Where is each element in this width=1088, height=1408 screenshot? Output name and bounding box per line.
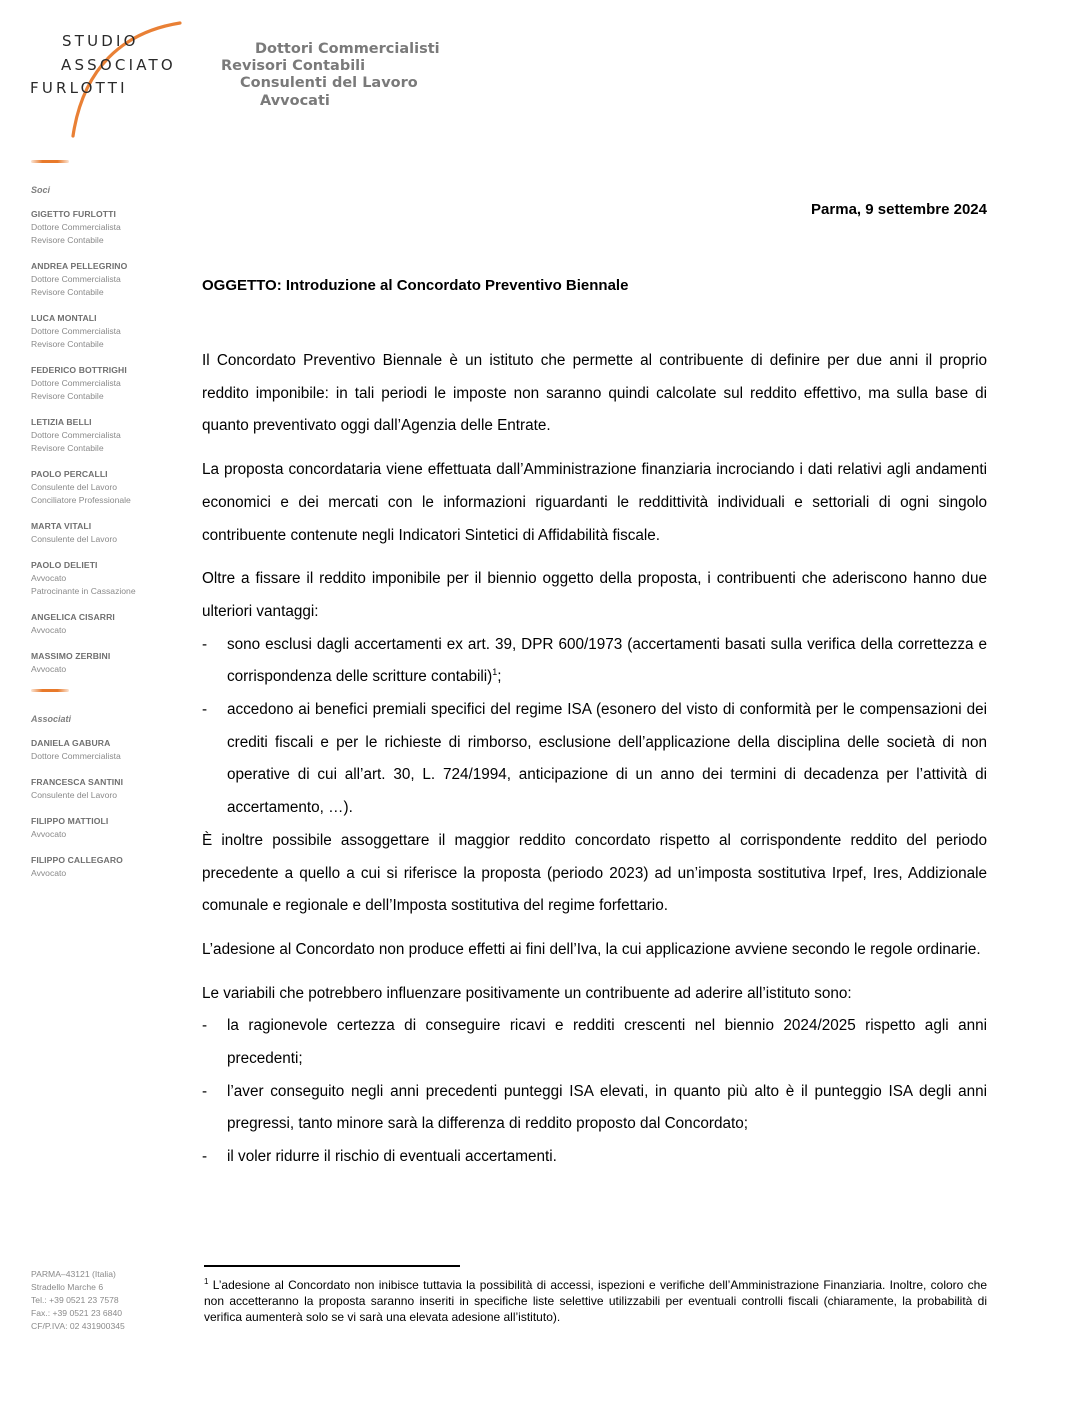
member-role: Dottore Commercialista	[31, 326, 121, 336]
member-name: FEDERICO BOTTRIGHI	[31, 365, 127, 375]
member-entry	[31, 520, 181, 546]
list-item	[202, 1141, 987, 1174]
variables-list	[202, 1010, 987, 1174]
member-entry	[31, 815, 181, 841]
list-item	[202, 1076, 987, 1141]
advantages-list	[202, 629, 987, 825]
member-name: MARTA VITALI	[31, 521, 92, 531]
member-role: Dottore Commercialista	[31, 378, 121, 388]
member-role: Revisore Contabile	[31, 339, 104, 349]
member-entry	[31, 364, 181, 403]
member-entry	[31, 416, 181, 455]
logo-text-studio: STUDIO	[62, 32, 139, 50]
member-entry	[31, 737, 181, 763]
list-item	[202, 694, 987, 825]
list-item-text: l’aver conseguito negli anni precedenti punteggi ISA elevati, in quanto più alto è il punteggio ISA degli anni pregressi, tanto minore sarà la differenza di reddito proposto dal Concordato;	[227, 1082, 987, 1133]
footnote-number: 1	[204, 1277, 209, 1286]
paragraph: Oltre a fissare il reddito imponibile per il biennio oggetto della proposta, i contribuenti che aderiscono hanno due ulteriori vantaggi:	[202, 570, 987, 620]
member-role: Dottore Commercialista	[31, 222, 121, 232]
office-address	[31, 1268, 125, 1333]
letter-subject: OGGETTO: Introduzione al Concordato Preventivo Biennale	[202, 277, 629, 294]
member-name: MASSIMO ZERBINI	[31, 651, 111, 661]
member-role: Consulente del Lavoro	[31, 534, 117, 544]
associati-title: Associati	[31, 714, 72, 724]
paragraph: L’adesione al Concordato non produce effetti ai fini dell’Iva, la cui applicazione avviene secondo le regole ordinarie.	[202, 940, 981, 958]
footnote-ref[interactable]: 1	[492, 667, 498, 678]
member-role: Revisore Contabile	[31, 443, 104, 453]
soci-title: Soci	[31, 185, 51, 195]
list-item-text: la ragionevole certezza di conseguire ricavi e redditi crescenti nel biennio 2024/2025 rispetto agli anni precedenti;	[227, 1017, 987, 1068]
member-name: PAOLO DELIETI	[31, 560, 98, 570]
profession-label: Dottori Commercialisti	[255, 41, 440, 57]
member-role: Dottore Commercialista	[31, 751, 121, 761]
member-entry	[31, 776, 181, 802]
address-line: Stradello Marche 6	[31, 1282, 104, 1292]
member-role: Avvocato	[31, 625, 67, 635]
member-role: Dottore Commercialista	[31, 274, 121, 284]
member-role: Consulente del Lavoro	[31, 482, 117, 492]
member-role: Patrocinante in Cassazione	[31, 586, 136, 596]
member-name: DANIELA GABURA	[31, 738, 111, 748]
dash-bullet: -	[202, 1017, 208, 1035]
member-name: PAOLO PERCALLI	[31, 469, 108, 479]
footnote-text: L’adesione al Concordato non inibisce tuttavia la possibilità di accessi, ispezioni e verifiche dell’Amministrazione Finanziaria. Inoltre, coloro che non accetteranno la proposta saranno inseriti in specifiche liste selettive utilizzabili per eventuali controlli fiscali (chiaramente, la probabilità di verifica aumenterà solo se vi sarà una elevata adesione all’istituto).	[204, 1278, 987, 1324]
orange-divider	[31, 160, 69, 163]
orange-divider	[31, 689, 69, 692]
paragraph: È inoltre possibile assoggettare il maggior reddito concordato rispetto al corrispondente reddito del periodo precedente a quello a cui si riferisce la proposta (periodo 2023) ad un’imposta sostitutiva Irpef, Ires, Addizionale comunale e regionale e dell’Imposta sostitutiva del regime forfettario.	[202, 831, 987, 915]
fax-line: Fax.: +39 0521 23 6840	[31, 1308, 123, 1318]
member-role: Avvocato	[31, 829, 67, 839]
member-role: Avvocato	[31, 868, 67, 878]
member-entry	[31, 611, 181, 637]
dash-bullet: -	[202, 635, 208, 653]
member-name: LETIZIA BELLI	[31, 417, 92, 427]
letter-body	[202, 345, 987, 1174]
member-entry	[31, 468, 181, 507]
dash-bullet: -	[202, 701, 208, 719]
member-entry	[31, 208, 181, 247]
paragraph: Le variabili che potrebbero influenzare positivamente un contribuente ad aderire all’istituto sono:	[202, 984, 852, 1002]
member-name: FILIPPO MATTIOLI	[31, 816, 109, 826]
list-item-text: il voler ridurre il rischio di eventuali accertamenti.	[227, 1148, 557, 1166]
member-name: LUCA MONTALI	[31, 313, 97, 323]
paragraph: Il Concordato Preventivo Biennale è un istituto che permette al contribuente di definire per due anni il proprio reddito imponibile: in tali periodi le imposte non saranno quindi calcolate sul reddito effettivo, ma sulla base di quanto preventivato oggi dall’Agenzia delle Entrate.	[202, 352, 987, 435]
profession-label: Avvocati	[260, 93, 330, 109]
list-item	[202, 629, 987, 694]
member-role: Revisore Contabile	[31, 391, 104, 401]
letter-date: Parma, 9 settembre 2024	[811, 201, 987, 218]
logo-text-furlotti: FURLOTTI	[30, 79, 128, 97]
logo-text-associato: ASSOCIATO	[61, 56, 176, 74]
member-name: FILIPPO CALLEGARO	[31, 855, 123, 865]
member-entry	[31, 650, 181, 676]
address-line: PARMA–43121 (Italia)	[31, 1269, 116, 1279]
member-name: GIGETTO FURLOTTI	[31, 209, 116, 219]
list-item-tail: ;	[497, 668, 502, 686]
company-logo	[28, 18, 188, 138]
vat-line: CF/P.IVA: 02 431900345	[31, 1321, 125, 1331]
footnote	[204, 1277, 987, 1325]
dash-bullet: -	[202, 1082, 208, 1100]
member-role: Avvocato	[31, 573, 67, 583]
sidebar-members	[31, 160, 181, 893]
profession-label: Revisori Contabili	[221, 58, 366, 74]
member-role: Avvocato	[31, 664, 67, 674]
member-role: Conciliatore Professionale	[31, 495, 131, 505]
soci-list	[31, 208, 181, 676]
paragraph: La proposta concordataria viene effettuata dall’Amministrazione finanziaria incrociando i dati relativi agli andamenti economici e dei mercati con le informazioni riguardanti le reddittività individuali e settoriali di ogni singolo contribuente contenute negli Indicatori Sintetici di Affidabilità fiscale.	[202, 461, 987, 544]
list-item-text: sono esclusi dagli accertamenti ex art. 39, DPR 600/1973 (accertamenti basati sulla verifica della correttezza e corrispondenza delle scritture contabili)	[227, 635, 987, 686]
member-role: Dottore Commercialista	[31, 430, 121, 440]
member-entry	[31, 559, 181, 598]
member-entry	[31, 260, 181, 299]
associati-list	[31, 737, 181, 880]
phone-line: Tel.: +39 0521 23 7578	[31, 1295, 119, 1305]
member-role: Revisore Contabile	[31, 287, 104, 297]
profession-label: Consulenti del Lavoro	[240, 75, 418, 91]
dash-bullet: -	[202, 1148, 208, 1166]
member-role: Consulente del Lavoro	[31, 790, 117, 800]
member-name: FRANCESCA SANTINI	[31, 777, 124, 787]
list-item	[202, 1010, 987, 1075]
member-name: ANDREA PELLEGRINO	[31, 261, 128, 271]
member-role: Revisore Contabile	[31, 235, 104, 245]
member-entry	[31, 312, 181, 351]
list-item-text: accedono ai benefici premiali specifici del regime ISA (esonero del visto di conformità per le compensazioni dei crediti fiscali e per le richieste di rimborso, esclusione dell’applicazione della disciplina delle società di non operative di cui all’art. 30, L. 724/1994, anticipazione di un anno dei termini di decadenza per l’attività di accertamento, …).	[227, 701, 987, 817]
footnote-separator	[204, 1265, 460, 1267]
member-name: ANGELICA CISARRI	[31, 612, 115, 622]
member-entry	[31, 854, 181, 880]
